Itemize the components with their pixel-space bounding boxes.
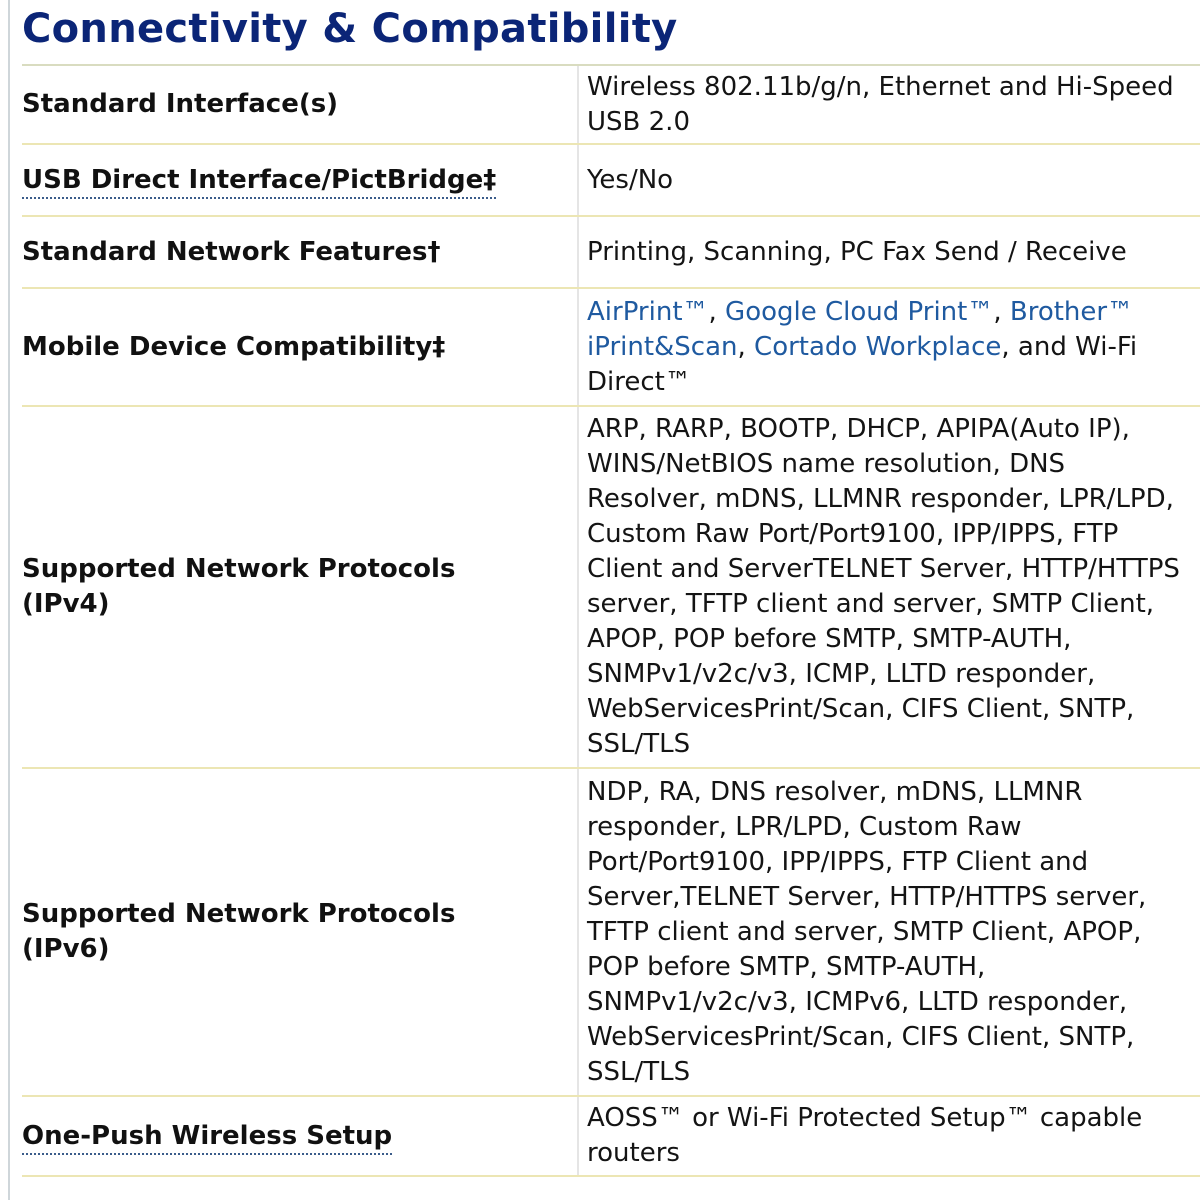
usb-direct-term-link[interactable]: USB Direct Interface/PictBridge‡ <box>22 165 496 199</box>
google-cloud-print-link[interactable]: Google Cloud Print™ <box>725 296 994 327</box>
separator: , <box>708 296 726 327</box>
row-value: Wireless 802.11b/g/n, Ethernet and Hi-Speed USB 2.0 <box>578 66 1200 144</box>
left-border <box>8 0 10 1200</box>
row-value: AOSS™ or Wi-Fi Protected Setup™ capable routers <box>578 1096 1200 1176</box>
label-mobile-compatibility: Mobile Device Compatibility‡ <box>22 331 446 362</box>
table-row <box>22 144 1200 216</box>
table-row <box>22 768 1200 1096</box>
row-label <box>22 288 578 406</box>
row-label <box>22 1096 578 1176</box>
one-push-setup-term-link[interactable]: One-Push Wireless Setup <box>22 1121 392 1155</box>
table-row <box>22 288 1200 406</box>
label-network-features: Standard Network Features† <box>22 236 441 267</box>
label-protocols-ipv4: Supported Network Protocols (IPv4) <box>22 554 456 619</box>
table-row <box>22 66 1200 144</box>
value-suffix: , and Wi-Fi Direct™ <box>587 331 1138 397</box>
row-value: Yes/No <box>578 144 1200 216</box>
row-label <box>22 768 578 1096</box>
row-value: Printing, Scanning, PC Fax Send / Receive <box>578 216 1200 288</box>
row-value: ARP, RARP, BOOTP, DHCP, APIPA(Auto IP), WINS/NetBIOS name resolution, DNS Resolver, mDNS, LLMNR responder, LPR/LPD, Custom Raw Port/Port9100, IPP/IPPS, FTP Client and ServerTELNET Server, HTTP/HTTPS server, TFTP client and server, SMTP Client, APOP, POP before SMTP, SMTP-AUTH, SNMPv1/v2c/v3, ICMP, LLTD responder, WebServicesPrint/Scan, CIFS Client, SNTP, SSL/TLS <box>578 406 1200 768</box>
separator: , <box>993 296 1010 327</box>
table-row <box>22 1096 1200 1176</box>
cortado-workplace-link[interactable]: Cortado Workplace <box>754 331 1002 362</box>
separator: , <box>737 331 755 362</box>
row-label <box>22 144 578 216</box>
row-label <box>22 66 578 144</box>
spec-table <box>22 66 1200 1177</box>
row-value <box>578 288 1200 406</box>
table-row <box>22 406 1200 768</box>
label-protocols-ipv6: Supported Network Protocols (IPv6) <box>22 899 456 964</box>
brother-iprint-scan-link[interactable]: Brother™ iPrint&Scan <box>587 296 1134 362</box>
table-row <box>22 216 1200 288</box>
label-standard-interfaces: Standard Interface(s) <box>22 89 339 119</box>
row-label <box>22 406 578 768</box>
row-label <box>22 216 578 288</box>
section-title: Connectivity & Compatibility <box>22 6 678 52</box>
airprint-link[interactable]: AirPrint™ <box>587 296 709 327</box>
row-value: NDP, RA, DNS resolver, mDNS, LLMNR responder, LPR/LPD, Custom Raw Port/Port9100, IPP/IPPS, FTP Client and Server,TELNET Server, HTTP/HTTPS server, TFTP client and server, SMTP Client, APOP, POP before SMTP, SMTP-AUTH, SNMPv1/v2c/v3, ICMPv6, LLTD responder, WebServicesPrint/Scan, CIFS Client, SNTP, SSL/TLS <box>578 768 1200 1096</box>
